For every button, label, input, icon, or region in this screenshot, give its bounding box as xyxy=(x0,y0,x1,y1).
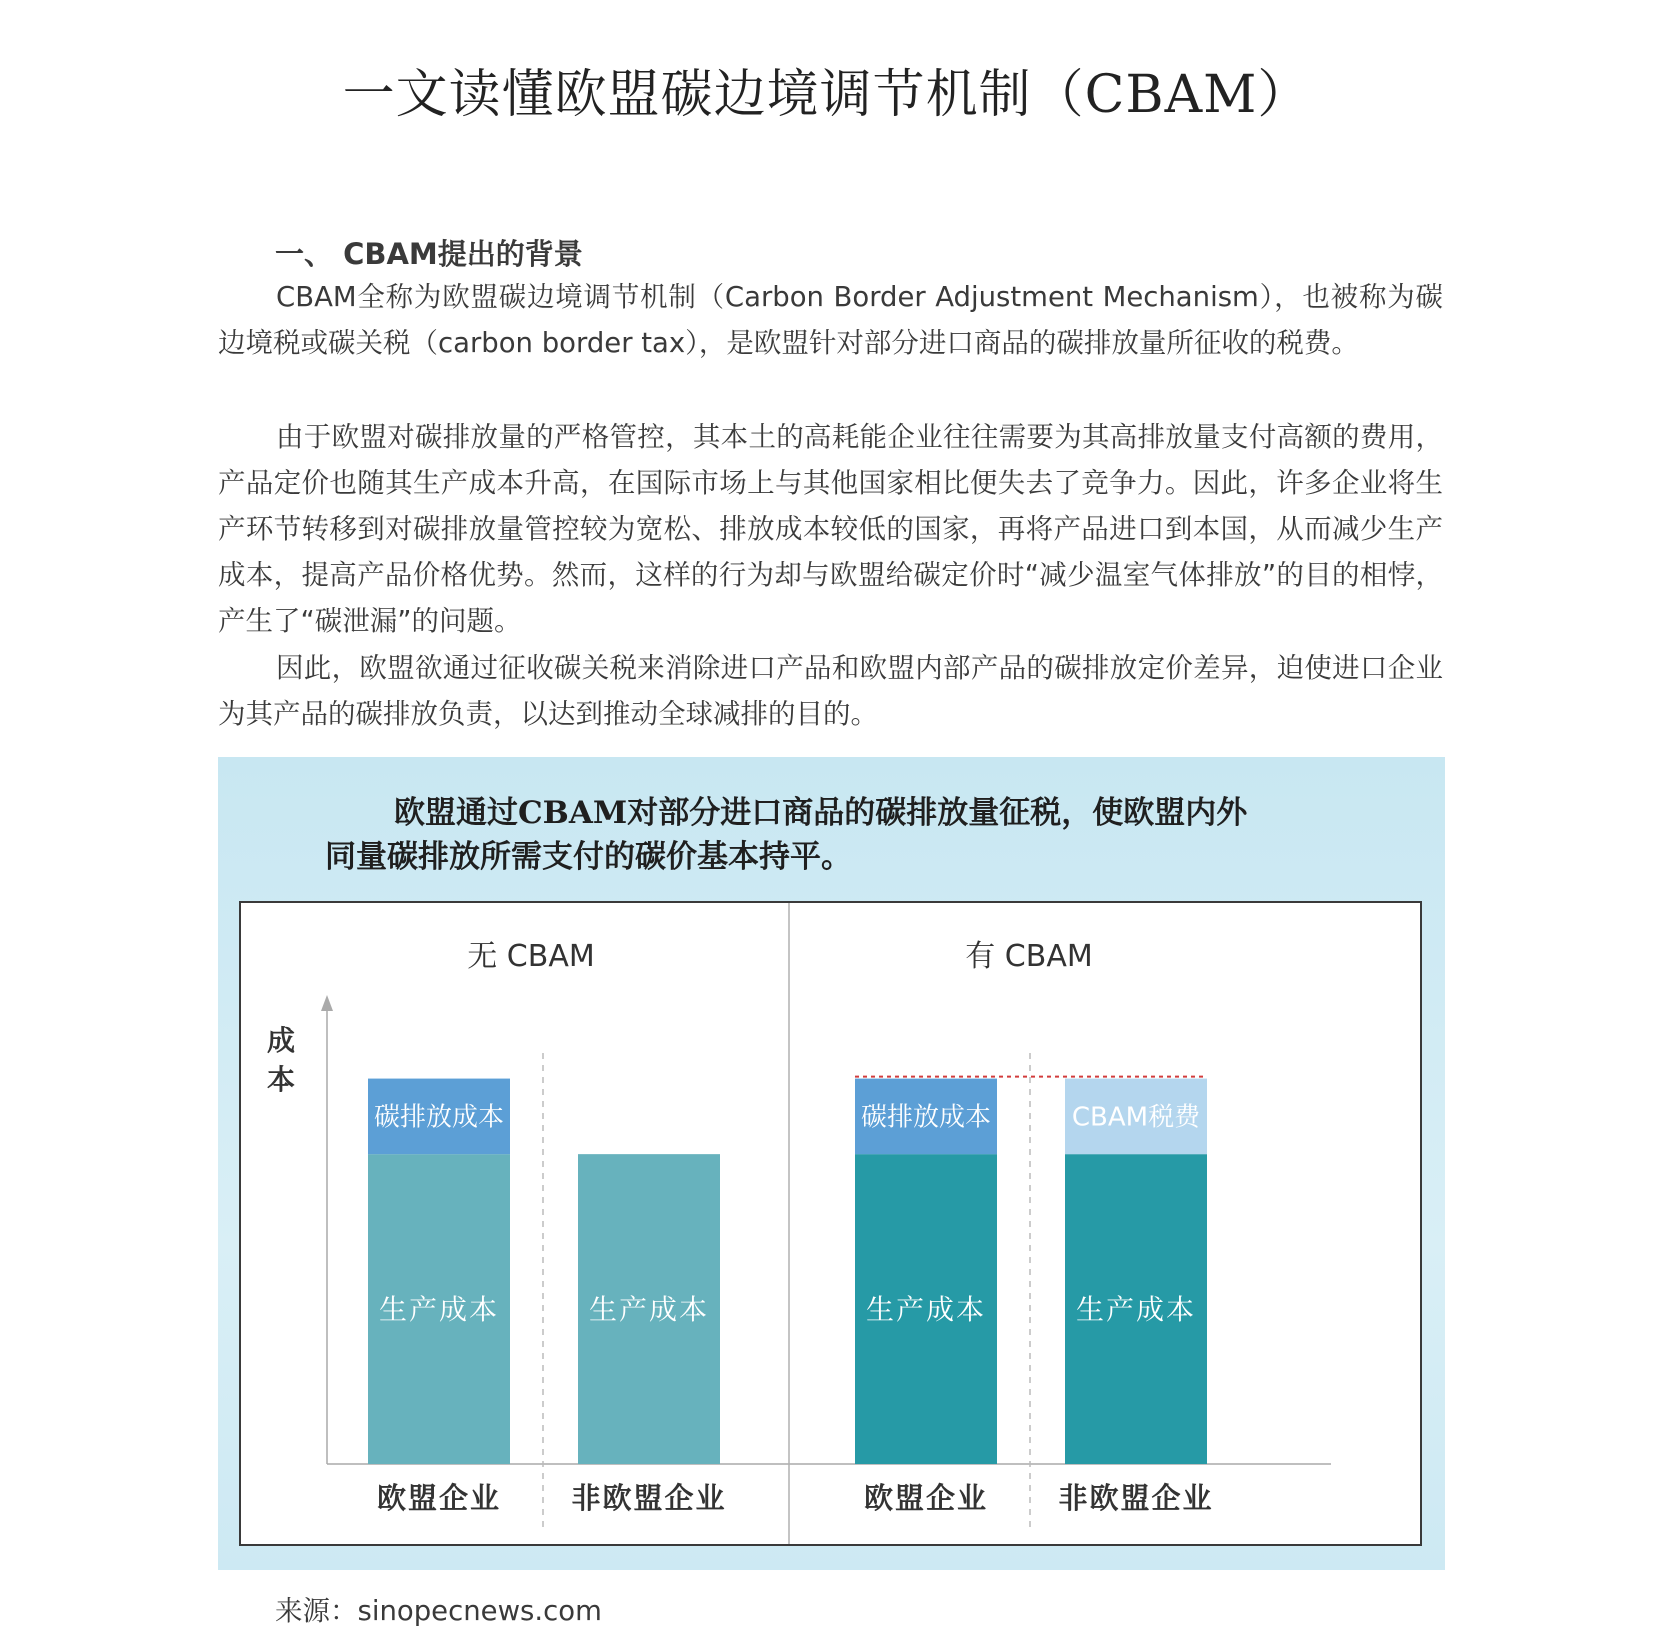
y-axis-arrow-icon xyxy=(321,995,333,1011)
bar-segment-label: CBAM税费 xyxy=(1071,1102,1201,1133)
bar-category-label: 欧盟企业 xyxy=(863,1481,989,1515)
bar-segment-label: 生产成本 xyxy=(865,1293,987,1327)
bar-segment-label: 碳排放成本 xyxy=(860,1102,992,1133)
paragraph-3: 因此，欧盟欲通过征收碳关税来消除进口产品和欧盟内部产品的碳排放定价差异，迫使进口企业为其产品的碳排放负责，以达到推动全球减排的目的。 xyxy=(218,652,1443,730)
figure-heading-line-2: 同量碳排放所需支付的碳价基本持平。 xyxy=(325,839,852,875)
cbam-figure xyxy=(218,757,1445,1570)
panel-title: 无 CBAM xyxy=(467,939,595,974)
bar-segment-label: 生产成本 xyxy=(588,1293,710,1327)
bar-category-label: 欧盟企业 xyxy=(376,1481,502,1515)
bar-category-label: 非欧盟企业 xyxy=(1058,1481,1214,1515)
chart-box xyxy=(239,901,1422,1546)
y-axis-label: 成 xyxy=(267,1024,296,1057)
panel-title: 有 CBAM xyxy=(965,939,1093,974)
bar-segment-label: 碳排放成本 xyxy=(373,1102,505,1133)
document-title: 一文读懂欧盟碳边境调节机制（CBAM） xyxy=(342,65,1311,125)
paragraph-1: CBAM全称为欧盟碳边境调节机制（Carbon Border Adjustment Mechanism），也被称为碳边境税或碳关税（carbon border tax），是欧盟针对部分进口商品的碳排放量所征收的税费。 xyxy=(218,281,1443,359)
source-note: 来源：sinopecnews.com xyxy=(275,1595,602,1627)
figure-heading-line-1: 欧盟通过CBAM对部分进口商品的碳排放量征税，使欧盟内外 xyxy=(394,795,1248,831)
paragraph-2: 由于欧盟对碳排放量的严格管控，其本土的高耗能企业往往需要为其高排放量支付高额的费用，产品定价也随其生产成本升高，在国际市场上与其他国家相比便失去了竞争力。因此，许多企业将生产环节转移到对碳排放量管控较为宽松、排放成本较低的国家，再将产品进口到本国，从而减少生产成本，提高产品价格优势。然而，这样的行为却与欧盟给碳定价时“减少温室气体排放”的目的相悖，产生了“碳泄漏”的问题。 xyxy=(218,421,1443,637)
section-heading: 一、 CBAM提出的背景 xyxy=(275,237,583,271)
y-axis-label: 本 xyxy=(267,1063,296,1096)
bar-segment-label: 生产成本 xyxy=(1075,1293,1197,1327)
bar-segment-label: 生产成本 xyxy=(378,1293,500,1327)
bar-category-label: 非欧盟企业 xyxy=(571,1481,727,1515)
figure-heading xyxy=(308,791,1358,879)
cbam-chart xyxy=(241,903,1420,1544)
